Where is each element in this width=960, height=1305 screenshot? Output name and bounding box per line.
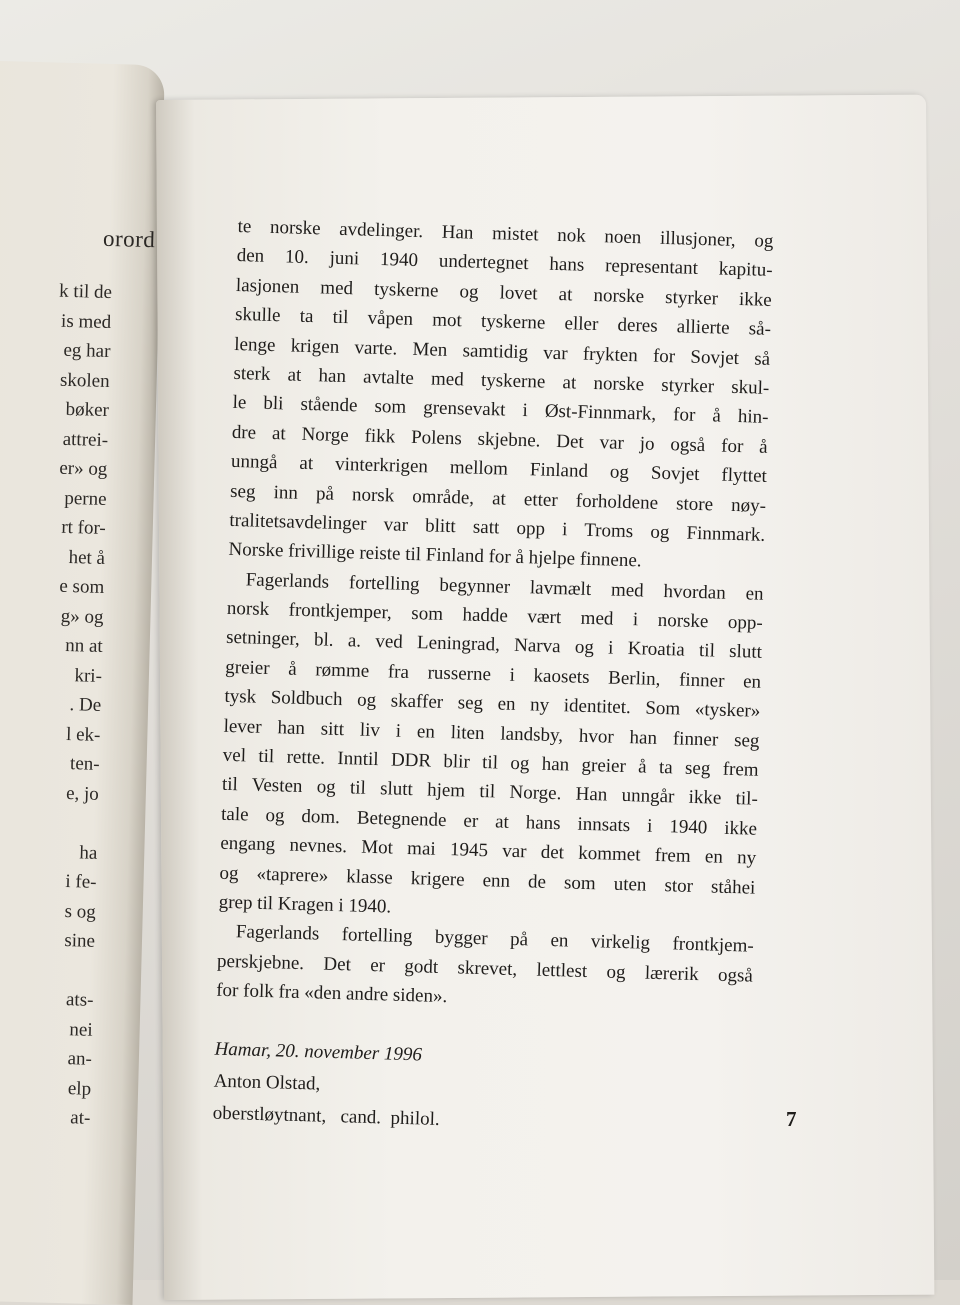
left-page-line: an- xyxy=(67,1048,93,1070)
left-page-line: rt for- xyxy=(61,516,107,539)
text-line: til Vesten og til slutt hjem til Norge. Han unngår ikke til- xyxy=(221,774,759,811)
left-page-line: nn at xyxy=(64,634,103,657)
text-line: sterk at han avtalte med tyskerne at norske styrker skul- xyxy=(233,362,770,399)
left-page-line: perne xyxy=(64,487,107,510)
left-page-line: nei xyxy=(69,1018,93,1041)
left-page-line: ha xyxy=(79,841,98,864)
left-page-heading: orord xyxy=(102,225,156,253)
left-page-line: e som xyxy=(59,575,105,598)
text-line: Fagerlands fortelling begynner lavmælt med hvordan en xyxy=(245,569,764,605)
text-line: og «taprere» klasse krigere enn de som uten stor ståhei xyxy=(219,862,756,899)
text-line: perskjebne. Det er godt skrevet, lettlest og lærerik også xyxy=(216,950,754,987)
left-page-line xyxy=(0,953,95,986)
left-page-line: at- xyxy=(70,1107,91,1129)
text-line: greier å rømme fra russerne i kaosets Berlin, finner en xyxy=(224,656,762,693)
text-line: seg inn på norsk område, at etter forholdene store nøy- xyxy=(229,480,767,517)
left-page-line: g» og xyxy=(60,605,104,628)
text-line: skulle ta til våpen mot tyskerne eller deres allierte så- xyxy=(234,304,772,341)
text-line: tysk Soldbuch og skaffer seg en ny identitet. Som «tysker» xyxy=(224,686,761,723)
signature-title: oberstløytnant, cand. philol. xyxy=(212,1102,440,1130)
left-page-line: . De xyxy=(69,694,102,716)
left-page-line: er» og xyxy=(59,457,108,480)
left-page-line: k til de xyxy=(58,280,113,304)
text-line: lasjonen med tyskerne og lovet at norske styrker ikke xyxy=(235,274,773,311)
left-page-line xyxy=(0,806,98,839)
text-line: Norske frivillige reiste til Finland for å hjelpe finnene. xyxy=(228,539,642,572)
left-page-line: is med xyxy=(60,310,112,333)
signature-date: Hamar, 20. november 1996 xyxy=(214,1038,423,1066)
text-line: den 10. juni 1940 undertegnet hans representant kapitu- xyxy=(236,245,773,282)
text-line: dre at Norge fikk Polens skjebne. Det var jo også for å xyxy=(231,421,768,458)
text-line: tale og dom. Betegnende er at hans innsats i 1940 ikke xyxy=(220,803,758,840)
left-page-line: bøker xyxy=(65,398,110,422)
signature-block xyxy=(212,1033,750,1144)
left-page-line: eg har xyxy=(63,339,111,363)
left-page-line: e, jo xyxy=(65,782,100,805)
text-line: vel til rette. Inntil DDR blir til og han greier å ta seg frem xyxy=(222,744,759,781)
left-page-line: ten- xyxy=(69,753,100,775)
text-line: norsk frontkjemper, som hadde vært med i norske opp- xyxy=(226,597,764,634)
page-number: 7 xyxy=(786,1107,797,1131)
body-lines xyxy=(216,212,774,1020)
text-line: engang nevnes. Mot mai 1945 var det kommet frem en ny xyxy=(220,832,757,869)
left-page-text xyxy=(0,275,112,1133)
left-page-line: s og xyxy=(64,900,97,923)
left-page-line: attrei- xyxy=(62,428,109,451)
left-page-line: sine xyxy=(64,930,96,952)
text-line: setninger, bl. a. ved Leningrad, Narva og i Kroatia til slutt xyxy=(225,627,763,664)
left-page-line: skolen xyxy=(59,369,110,392)
text-line: Fagerlands fortelling bygger på en virkelig frontkjem- xyxy=(235,921,754,958)
left-page-line: i fe- xyxy=(65,871,97,893)
left-page-line: het å xyxy=(68,546,106,569)
left-page-line: l ek- xyxy=(65,723,101,746)
body-text xyxy=(212,212,773,1144)
text-line: te norske avdelinger. Han mistet nok noen illusjoner, og xyxy=(237,215,774,252)
text-line: grep til Kragen i 1940. xyxy=(218,891,392,918)
text-line: lever han sitt liv i en liten landsby, hvor han finner seg xyxy=(223,715,760,752)
text-line: lenge krigen varte. Men samtidig var frykten for Sovjet så xyxy=(234,333,771,370)
signature-name: Anton Olstad, xyxy=(213,1070,321,1095)
left-page-line: kri- xyxy=(74,664,103,687)
text-line: unngå at vinterkrigen mellom Finland og Sovjet flyttet xyxy=(230,451,768,487)
text-line: le bli stående som grensevakt i Øst-Finnmark, for å hin- xyxy=(232,392,769,429)
text-line: for folk fra «den andre siden». xyxy=(215,979,448,1008)
left-page-line: elp xyxy=(67,1077,92,1100)
text-line: tralitetsavdelinger var blitt satt opp i Troms og Finnmark. xyxy=(229,509,766,546)
left-page-line: ats- xyxy=(65,989,94,1011)
